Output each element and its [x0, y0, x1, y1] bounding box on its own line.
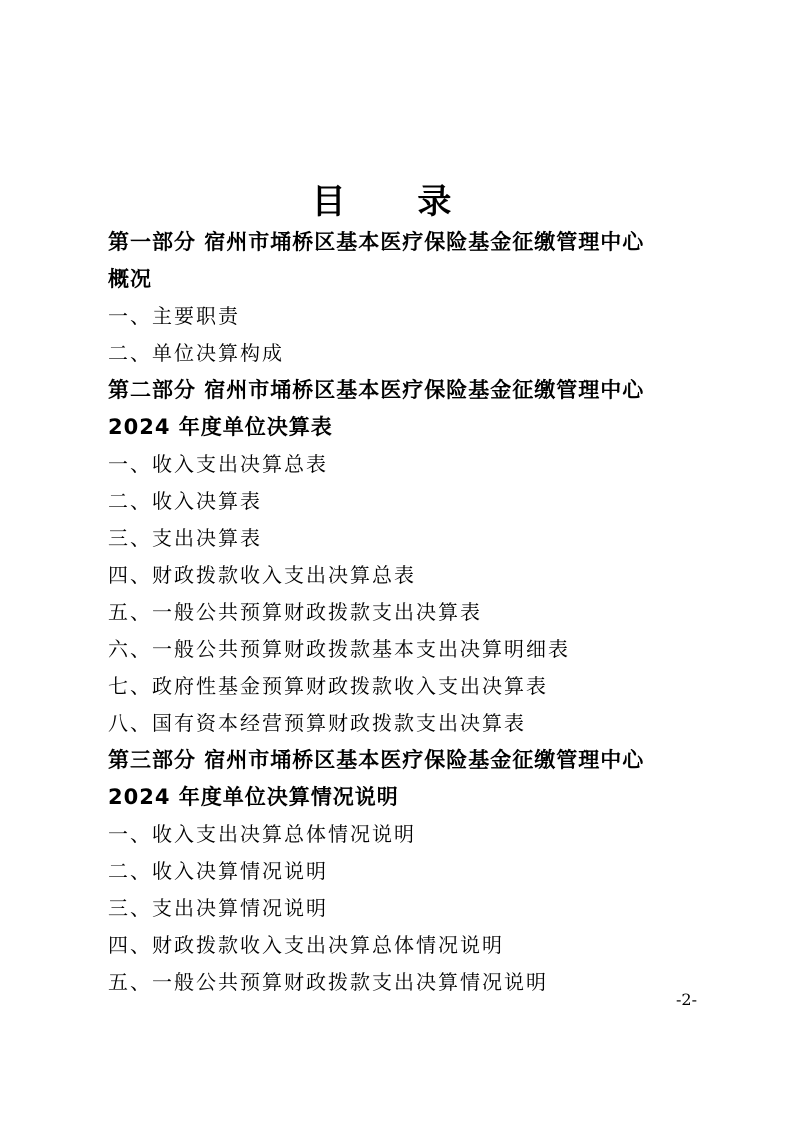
- toc-item[interactable]: 二、收入决算情况说明: [108, 859, 328, 883]
- toc-item[interactable]: 三、支出决算情况说明: [108, 896, 328, 920]
- part-1-heading-line2[interactable]: 概况: [108, 267, 152, 291]
- toc-item[interactable]: 一、收入支出决算总表: [108, 452, 328, 476]
- toc-item[interactable]: 五、一般公共预算财政拨款支出决算情况说明: [108, 970, 548, 994]
- toc-item[interactable]: 七、政府性基金预算财政拨款收入支出决算表: [108, 674, 548, 698]
- toc-title: 目 录: [311, 182, 482, 222]
- part-3-heading-line2[interactable]: 2024 年度单位决算情况说明: [108, 785, 399, 809]
- toc-item[interactable]: 二、收入决算表: [108, 489, 262, 513]
- toc-item[interactable]: 二、单位决算构成: [108, 341, 284, 365]
- part-2-heading-line2[interactable]: 2024 年度单位决算表: [108, 415, 333, 439]
- toc-item[interactable]: 八、国有资本经营预算财政拨款支出决算表: [108, 711, 526, 735]
- table-of-contents: [108, 224, 708, 1001]
- part-3-heading-line1[interactable]: 第三部分 宿州市埇桥区基本医疗保险基金征缴管理中心: [108, 748, 645, 772]
- toc-item[interactable]: 一、主要职责: [108, 304, 240, 328]
- toc-item[interactable]: 四、财政拨款收入支出决算总表: [108, 563, 416, 587]
- page-number: -2-: [676, 990, 697, 1009]
- toc-item[interactable]: 三、支出决算表: [108, 526, 262, 550]
- part-2-heading-line1[interactable]: 第二部分 宿州市埇桥区基本医疗保险基金征缴管理中心: [108, 378, 645, 402]
- toc-item[interactable]: 六、一般公共预算财政拨款基本支出决算明细表: [108, 637, 570, 661]
- toc-item[interactable]: 五、一般公共预算财政拨款支出决算表: [108, 600, 482, 624]
- part-1-heading-line1[interactable]: 第一部分 宿州市埇桥区基本医疗保险基金征缴管理中心: [108, 230, 645, 254]
- toc-item[interactable]: 一、收入支出决算总体情况说明: [108, 822, 416, 846]
- toc-item[interactable]: 四、财政拨款收入支出决算总体情况说明: [108, 933, 504, 957]
